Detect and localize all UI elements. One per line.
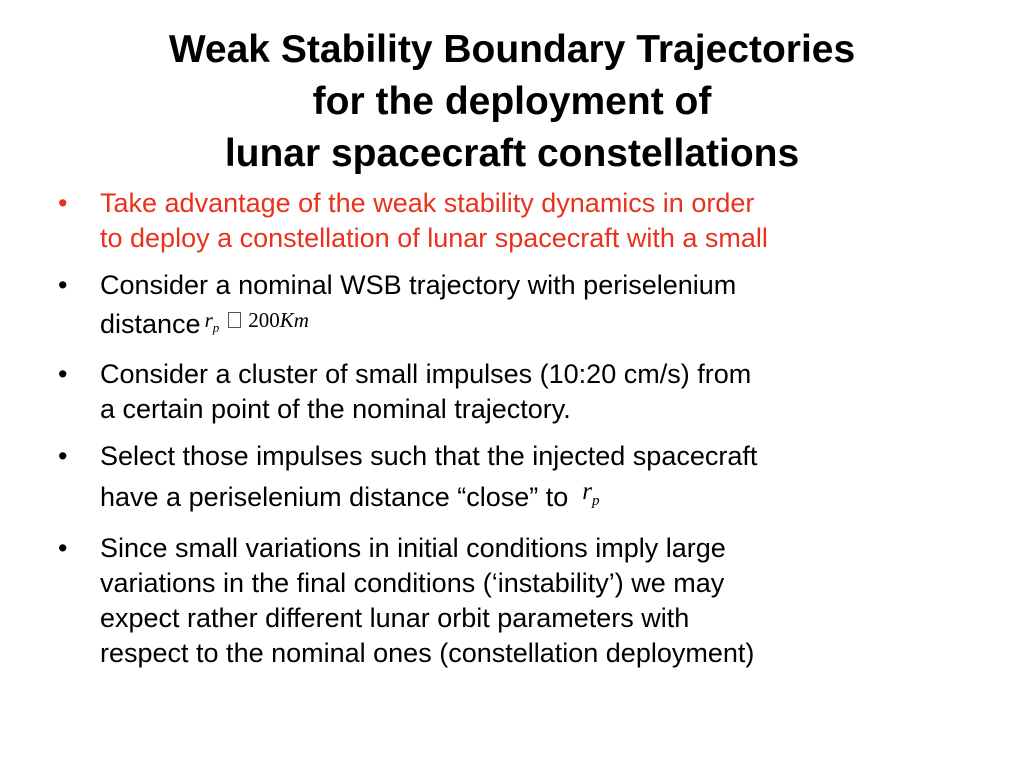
bullet-line: Since small variations in initial conditions imply large (100, 533, 726, 563)
bullet-text (100, 531, 978, 671)
bullet-text (100, 357, 978, 427)
periselenium-symbol (582, 474, 599, 519)
bullet-item (58, 268, 978, 345)
formula-unit: Km (279, 308, 309, 332)
missing-glyph-icon (228, 312, 241, 328)
bullet-item (58, 439, 978, 519)
formula-subscript: p (212, 320, 220, 335)
bullet-line: variations in the final conditions (‘instability’) we may (100, 568, 725, 598)
formula-subscript: p (591, 493, 600, 509)
bullet-item (58, 186, 978, 256)
bullet-line: to deploy a constellation of lunar spacecraft with a small (100, 223, 768, 253)
bullet-text (100, 268, 978, 345)
title-line: for the deployment of (312, 80, 712, 123)
formula-variable: r (204, 308, 213, 332)
bullet-text (100, 439, 978, 519)
bullet-marker: • (58, 270, 68, 300)
bullet-line: Take advantage of the weak stability dynamics in order (100, 188, 755, 218)
bullet-line: Consider a cluster of small impulses (10:20 cm/s) from (100, 359, 752, 389)
bullet-marker: • (58, 359, 68, 389)
bullet-item (58, 357, 978, 427)
bullet-item (58, 531, 978, 671)
bullet-marker: • (58, 441, 68, 471)
bullet-line-with-formula (100, 303, 978, 345)
periselenium-distance-formula (205, 303, 309, 345)
bullet-line: have a periselenium distance “close” to (100, 482, 569, 512)
formula-value: 200 (248, 308, 280, 332)
bullet-line-with-formula (100, 474, 978, 519)
bullet-line: Select those impulses such that the injected spacecraft (100, 441, 758, 471)
title-line: Weak Stability Boundary Trajectories (168, 28, 856, 71)
bullet-line: respect to the nominal ones (constellation deployment) (100, 638, 755, 668)
bullet-line: expect rather different lunar orbit parameters with (100, 603, 690, 633)
bullet-line: Consider a nominal WSB trajectory with periselenium (100, 270, 737, 300)
bullet-marker: • (58, 188, 68, 218)
bullet-marker: • (58, 533, 68, 563)
slide-title (60, 24, 964, 180)
title-line: lunar spacecraft constellations (224, 132, 800, 175)
bullet-list (58, 186, 978, 683)
bullet-line: a certain point of the nominal trajectory. (100, 394, 571, 424)
bullet-line: distance (100, 309, 201, 339)
bullet-text (100, 186, 978, 256)
formula-variable: r (582, 478, 592, 505)
